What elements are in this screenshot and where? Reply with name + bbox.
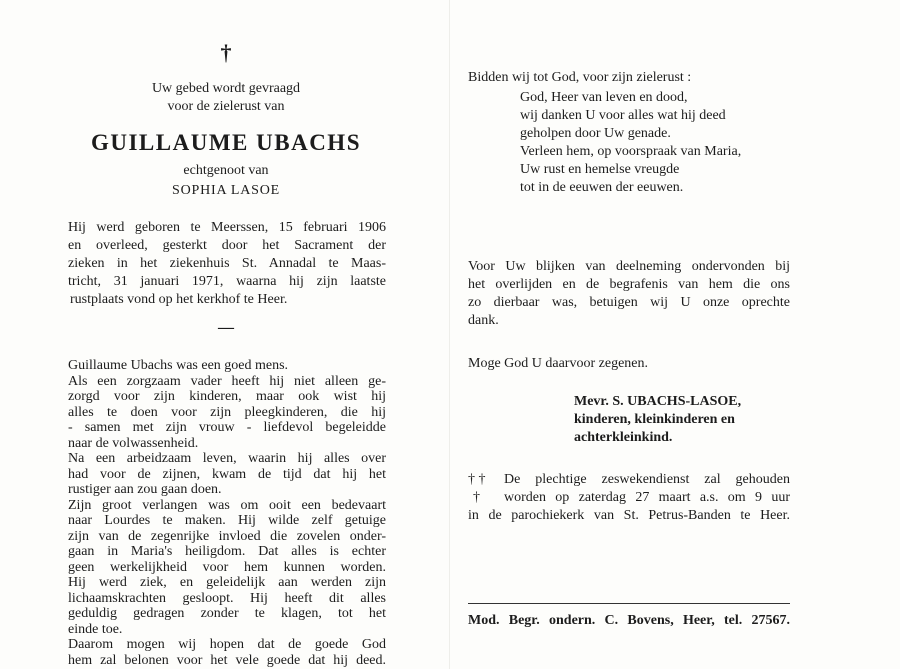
bio-line: gaan in Maria's heiligdom. Dat alles is echter [68, 544, 386, 559]
biography-paragraph [68, 358, 386, 668]
bio-line: Zijn groot verlangen was om ooit een bedevaart [68, 497, 386, 513]
double-cross-icon: † † [468, 472, 486, 487]
text-line: tricht, 31 januari 1971, waarna hij zijn laatste [68, 274, 386, 289]
prayer-line: geholpen door Uw genade. [520, 126, 671, 141]
text-line: en overleed, gesterkt door het Sacrament der [68, 238, 386, 253]
bio-line: Hij werd ziek, en geleidelijk aan werden zijn [68, 575, 386, 590]
section-divider: — [218, 319, 234, 336]
bio-line: lichaamskrachten gesloopt. Hij heeft dit alles [68, 590, 386, 606]
prayer-intro: Bidden wij tot God, voor zijn zielerust : [468, 70, 692, 85]
thanks-line: zo dierbaar was, betuigen wij U onze oprechte [468, 295, 790, 310]
family-line: kinderen, kleinkinderen en [574, 412, 735, 427]
spouse-name: SOPHIA LASOE [171, 183, 280, 198]
thanks-line: dank. [468, 313, 499, 328]
prayer-line: Uw rust en hemelse vreugde [520, 162, 680, 177]
undertaker-line [468, 612, 790, 630]
relation-label: echtgenoot van [183, 163, 269, 178]
bio-line: naar Lourdes te maken. Hij wilde zelf getuige [68, 513, 386, 528]
text-line: zieken in het ziekenhuis St. Annadal te Maas- [68, 256, 386, 271]
thanks-line: het overlijden en de begrafenis van hem die ons [468, 277, 790, 292]
prayer-line: God, Heer van leven en dood, [520, 90, 688, 105]
mass-line: in de parochiekerk van St. Petrus-Banden te Heer. [468, 508, 790, 523]
deceased-name: GUILLAUME UBACHS [90, 130, 361, 155]
bio-line: einde toe. [68, 621, 123, 637]
blessing-line: Moge God U daarvoor zegenen. [468, 356, 648, 371]
bio-line: alles te doen voor zijn pleegkinderen, die hij [68, 404, 386, 420]
text-line: Hij werd geboren te Meerssen, 15 februari 1906 [68, 220, 386, 235]
thanks-paragraph [468, 258, 790, 330]
family-line: Mevr. S. UBACHS-LASOE, [574, 394, 742, 409]
bio-line: Na een arbeidzaam leven, waarin hij alles over [68, 451, 386, 466]
prayer-line: Verleen hem, op voorspraak van Maria, [520, 144, 742, 159]
bio-line: had voor de zijnen, kwam de tijd dat hij het [68, 466, 386, 482]
prayer-text [520, 89, 782, 197]
cross-icon: † [220, 40, 232, 65]
mass-announcement [468, 471, 790, 525]
footer-rule [468, 603, 790, 604]
bio-line: zijn van de zegenrijke invloed die zovelen onder- [68, 528, 386, 544]
intro-line: voor de zielerust van [167, 99, 285, 114]
bio-line: Als een zorgzaam vader heeft hij niet alleen ge- [68, 373, 386, 389]
bio-line: - samen met zijn vrouw - liefdevol begeleidde [68, 420, 386, 435]
mass-line: De plechtige zeswekendienst zal gehouden [504, 472, 790, 487]
prayer-line: tot in de eeuwen der eeuwen. [520, 180, 684, 195]
bio-line: hem zal belonen voor het vele goede dat hij deed. [68, 652, 386, 668]
bio-line: zorgd voor zijn kinderen, maar ook wist hij [68, 389, 386, 404]
bio-line: Guillaume Ubachs was een goed mens. [68, 358, 289, 373]
birth-death-paragraph [68, 219, 386, 309]
undertaker-text: Mod. Begr. ondern. C. Bovens, Heer, tel. 27567. [468, 613, 790, 628]
center-fold [449, 0, 450, 669]
bio-line: geduldig gedragen zonder te klagen, tot het [68, 606, 386, 621]
family-line: achterkleinkind. [574, 430, 673, 445]
bio-line: Daarom mogen wij hopen dat de goede God [68, 637, 386, 652]
bio-line: rustiger aan zou gaan doen. [68, 482, 222, 497]
bio-line: naar de volwassenheid. [68, 435, 199, 451]
bio-line: geen werkelijkheid voor hem kunnen worden. [68, 559, 386, 575]
text-line: rustplaats vond op het kerkhof te Heer. [70, 292, 288, 307]
mass-line: worden op zaterdag 27 maart a.s. om 9 uur [504, 490, 790, 505]
intro-line: Uw gebed wordt gevraagd [151, 81, 301, 96]
cross-icon: † [473, 490, 480, 505]
prayer-request [90, 80, 362, 116]
family-signature [574, 393, 794, 447]
thanks-line: Voor Uw blijken van deelneming ondervonden bij [468, 259, 790, 274]
prayer-line: wij danken U voor alles wat hij deed [520, 108, 726, 123]
